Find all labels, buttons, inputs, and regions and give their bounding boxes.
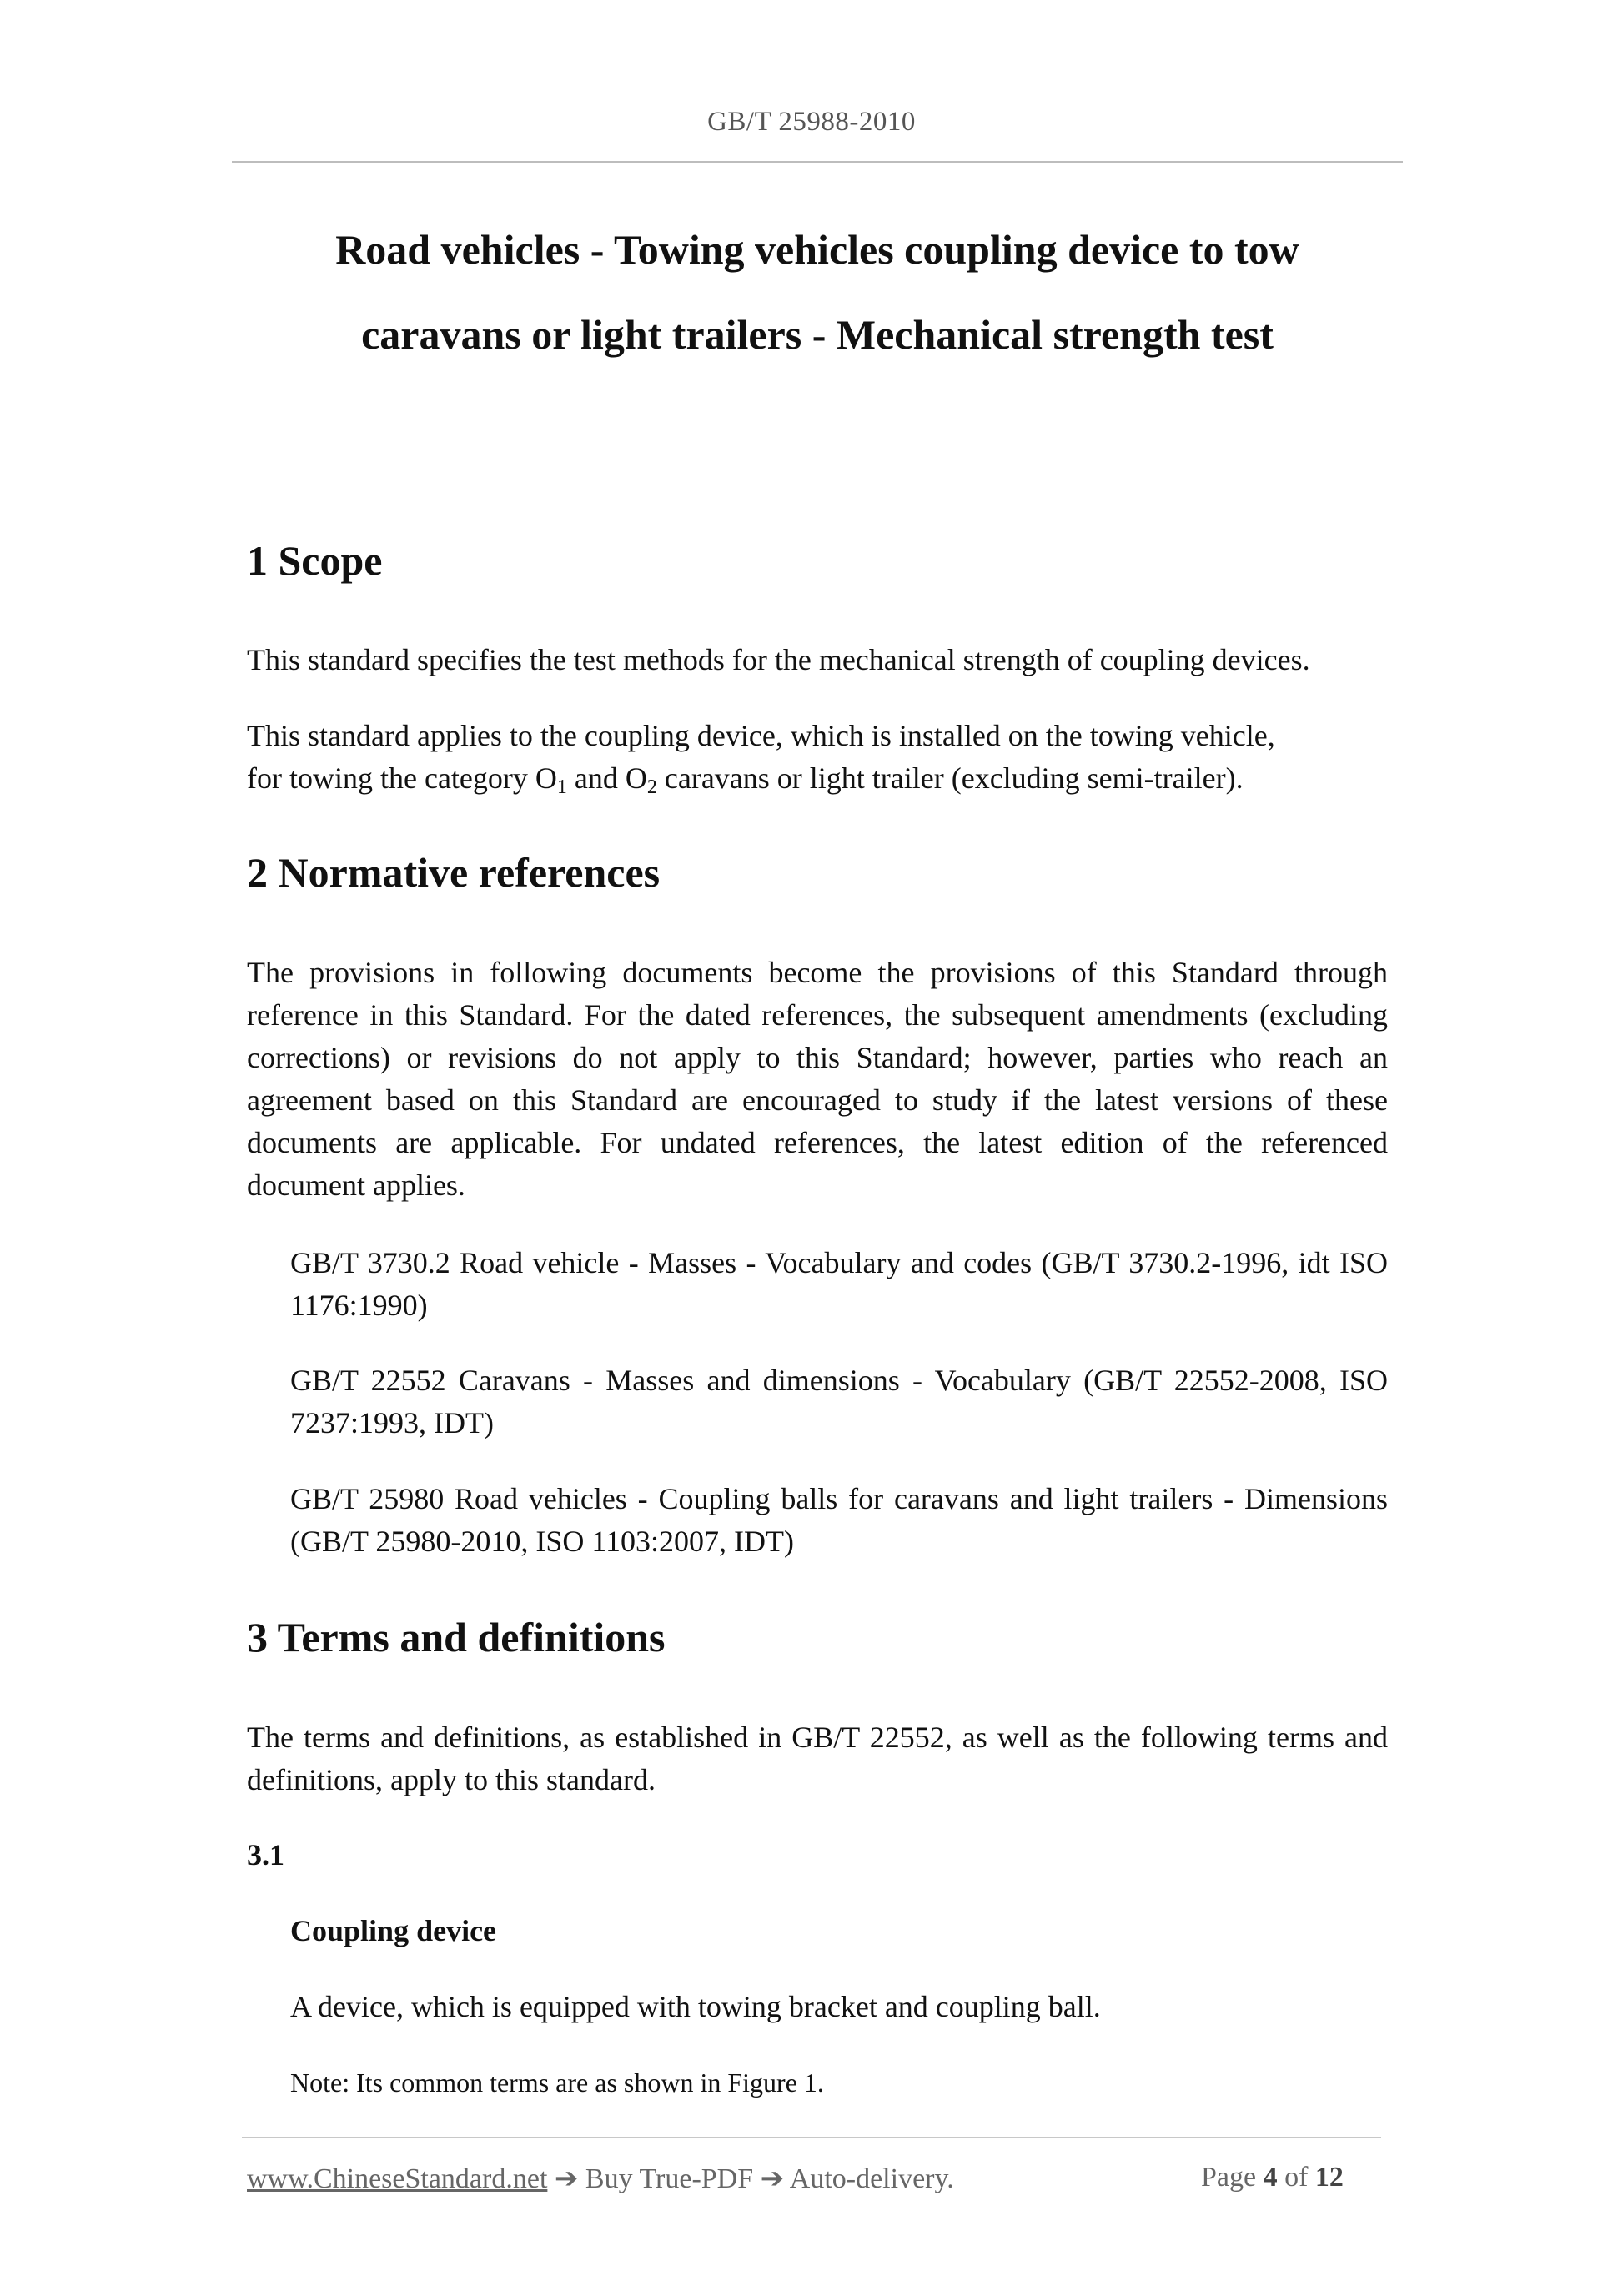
footer-divider	[242, 2137, 1381, 2138]
arrow-right-icon: ➔	[554, 2163, 579, 2194]
scope-paragraph-2	[247, 715, 1388, 800]
scope-paragraph-2-line-2	[247, 757, 1388, 800]
scope-text-b: and O	[566, 761, 647, 795]
document-title-line-2: caravans or light trailers - Mechanical strength test	[361, 311, 1274, 358]
scope-paragraph-1: This standard specifies the test methods for the mechanical strength of coupling devices.	[247, 643, 1310, 676]
page-label: Page	[1201, 2162, 1257, 2193]
page-indicator	[1201, 2162, 1344, 2193]
auto-delivery-text: Auto-delivery.	[789, 2163, 954, 2194]
category-subscript-2: 2	[646, 776, 657, 798]
document-title	[232, 207, 1403, 377]
footer-promo	[247, 2162, 954, 2195]
scope-text-a: for towing the category O	[247, 761, 557, 795]
term-note: Note: Its common terms are as shown in Figure 1.	[290, 2067, 824, 2098]
term-definition: A device, which is equipped with towing bracket and coupling ball.	[290, 1990, 1101, 2023]
section-heading-scope: 1 Scope	[247, 537, 383, 584]
reference-item-gbt-22552: GB/T 22552 Caravans - Masses and dimensions - Vocabulary (GB/T 22552-2008, ISO 7237:1993, IDT)	[290, 1364, 1388, 1439]
document-title-line-1: Road vehicles - Towing vehicles coupling device to tow	[335, 226, 1299, 273]
current-page-number: 4	[1263, 2162, 1278, 2193]
normative-paragraph: The provisions in following documents become the provisions of this Standard through reference in this Standard. For the dated references, the subsequent amendments (excluding corrections) or revisions do not apply to this Standard; however, parties who reach an agreement based on this Standard are encouraged to study if the latest versions of these documents are applicable. For undated references, the latest edition of the referenced document applies.	[247, 956, 1388, 1202]
terms-paragraph: The terms and definitions, as established in GB/T 22552, as well as the following terms and definitions, apply to this standard.	[247, 1721, 1388, 1796]
scope-text-c: caravans or light trailer (excluding semi-trailer).	[656, 761, 1244, 795]
category-subscript-1: 1	[556, 776, 567, 798]
section-heading-normative-references: 2 Normative references	[247, 849, 661, 896]
reference-item-gbt-25980: GB/T 25980 Road vehicles - Coupling balls for caravans and light trailers - Dimensions (GB/T 25980-2010, ISO 1103:2007, IDT)	[290, 1482, 1388, 1558]
website-link[interactable]: www.ChineseStandard.net	[247, 2163, 548, 2194]
arrow-right-icon: ➔	[760, 2163, 785, 2194]
buy-true-pdf-text: Buy True-PDF	[585, 2163, 754, 2194]
header-divider	[232, 161, 1403, 163]
standard-code-header: GB/T 25988-2010	[707, 107, 916, 137]
reference-item-gbt-3730-2: GB/T 3730.2 Road vehicle - Masses - Vocabulary and codes (GB/T 3730.2-1996, idt ISO 1176:1990)	[290, 1246, 1388, 1322]
term-number: 3.1	[247, 1838, 284, 1871]
section-heading-terms-definitions: 3 Terms and definitions	[247, 1614, 666, 1660]
total-page-number: 12	[1314, 2162, 1344, 2193]
term-name: Coupling device	[290, 1914, 497, 1947]
of-label: of	[1284, 2162, 1309, 2193]
scope-paragraph-2-line-1: This standard applies to the coupling device, which is installed on the towing vehicle,	[247, 719, 1275, 752]
